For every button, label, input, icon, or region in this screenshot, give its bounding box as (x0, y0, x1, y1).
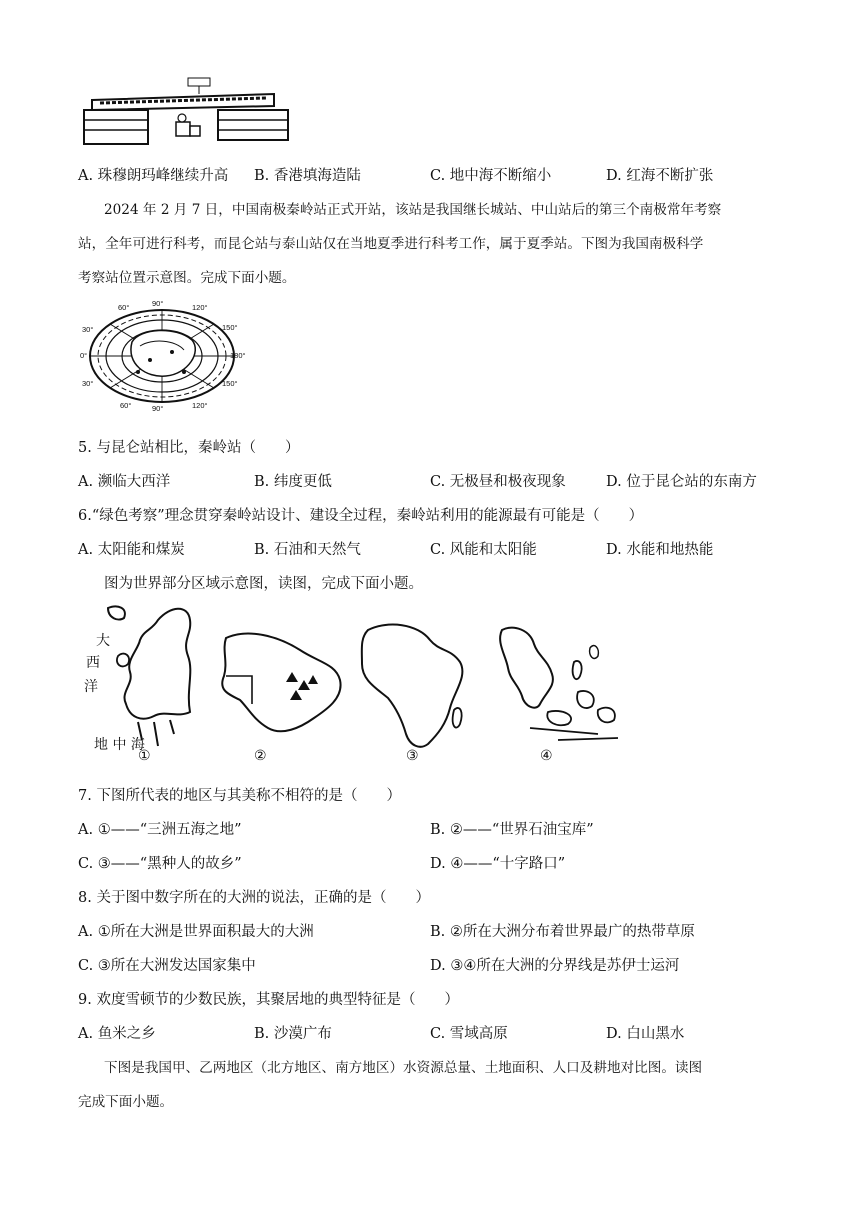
q8-option-b: B. ②所在大洲分布着世界最广的热带草原 (430, 924, 695, 940)
q8-option-d: D. ③④所在大洲的分界线是苏伊士运河 (430, 958, 680, 974)
q7-option-c: C. ③——“黑种人的故乡” (78, 856, 242, 872)
passage1-line2: 站，全年可进行科考，而昆仑站与泰山站仅在当地夏季进行科考工作，属于夏季站。下图为我国南极科学 (78, 236, 704, 252)
q5-option-a: A. 濒临大西洋 (78, 474, 171, 490)
map-lon-label: 150° (222, 323, 238, 332)
q5-option-b: B. 纬度更低 (254, 474, 332, 490)
region-number-2: ② (254, 748, 267, 764)
q7-option-b: B. ②——“世界石油宝库” (430, 822, 594, 838)
q9-option-b: B. 沙漠广布 (254, 1026, 332, 1042)
q9-option-c: C. 雪域高原 (430, 1026, 508, 1042)
map-lon-label: 60° (120, 401, 132, 410)
q6-option-d: D. 水能和地热能 (606, 542, 714, 558)
q4-option-d: D. 红海不断扩张 (606, 168, 714, 184)
passage1-line3: 考察站位置示意图。完成下面小题。 (78, 270, 296, 286)
atlantic-label-3: 洋 (84, 679, 98, 695)
map-lon-label: 30° (82, 325, 94, 334)
map-lon-label: 120° (192, 401, 208, 410)
q4-option-b: B. 香港填海造陆 (254, 168, 361, 184)
q9-option-d: D. 白山黑水 (606, 1026, 685, 1042)
map-lon-label: 150° (222, 379, 238, 388)
map-lon-label: 0° (80, 351, 88, 360)
q6-stem: 6.“绿色考察”理念贯穿秦岭站设计、建设全过程，秦岭站利用的能源最有可能是（ ） (78, 508, 644, 524)
antarctic-station-map (80, 298, 250, 412)
region-number-3: ③ (406, 748, 419, 764)
q5-option-c: C. 无极昼和极夜现象 (430, 474, 566, 490)
q5-option-d: D. 位于昆仑站的东南方 (606, 474, 757, 490)
q7-option-d: D. ④——“十字路口” (430, 856, 566, 872)
passage3-line1: 下图是我国甲、乙两地区（北方地区、南方地区）水资源总量、土地面积、人口及耕地对比图。读图 (104, 1060, 703, 1076)
q7-stem: 7. 下图所代表的地区与其美称不相符的是（ ） (78, 788, 401, 804)
q6-option-c: C. 风能和太阳能 (430, 542, 537, 558)
passage3-line2: 完成下面小题。 (78, 1094, 174, 1110)
atlantic-label-2: 西 (86, 655, 100, 671)
q9-stem: 9. 欢度雪顿节的少数民族，其聚居地的典型特征是（ ） (78, 992, 459, 1008)
region-number-4: ④ (540, 748, 553, 764)
q5-stem: 5. 与昆仑站相比，秦岭站（ ） (78, 440, 300, 456)
plate-diagram-figure (78, 70, 298, 148)
q8-option-a: A. ①所在大洲是世界面积最大的大洲 (78, 924, 314, 940)
q9-option-a: A. 鱼米之乡 (78, 1026, 156, 1042)
map-lon-label: 90° (152, 299, 164, 308)
map-lon-label: 30° (82, 379, 94, 388)
q4-option-c: C. 地中海不断缩小 (430, 168, 552, 184)
q4-option-a: A. 珠穆朗玛峰继续升高 (78, 168, 229, 184)
map-lon-label: 180° (230, 351, 246, 360)
q8-option-c: C. ③所在大洲发达国家集中 (78, 958, 256, 974)
q6-option-a: A. 太阳能和煤炭 (78, 542, 185, 558)
map-lon-label: 60° (118, 303, 130, 312)
atlantic-label-1: 大 (96, 633, 110, 649)
world-regions-map (78, 600, 648, 768)
map-lon-label: 90° (152, 404, 164, 412)
map-lon-label: 120° (192, 303, 208, 312)
q8-stem: 8. 关于图中数字所在的大洲的说法，正确的是（ ） (78, 890, 430, 906)
region-number-1: ① (138, 748, 151, 764)
mediterranean-label: 地 中 海 (94, 737, 145, 753)
q7-option-a: A. ①——“三洲五海之地” (78, 822, 242, 838)
passage1-line1: 2024 年 2 月 7 日，中国南极秦岭站正式开站，该站是我国继长城站、中山站后的第三个南极常年考察 (104, 202, 722, 218)
passage2: 图为世界部分区域示意图，读图，完成下面小题。 (104, 576, 423, 592)
q6-option-b: B. 石油和天然气 (254, 542, 361, 558)
